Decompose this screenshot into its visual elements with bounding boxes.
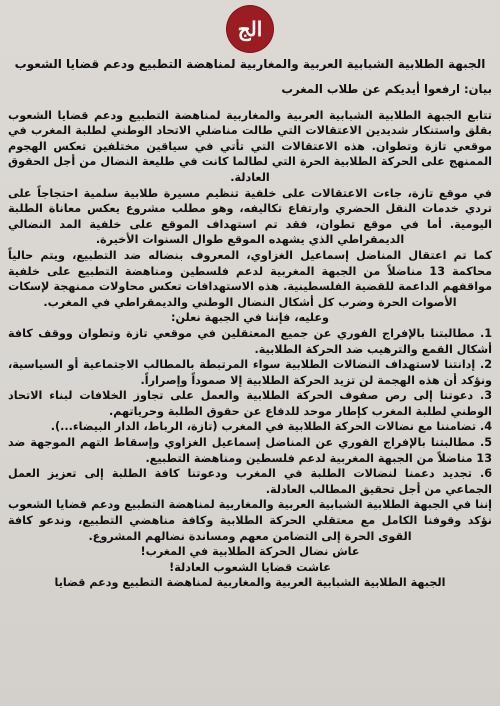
demand-item-3: 3. دعوتنا إلى رص صفوف الحركة الطلابية والعمل على تجاوز الخلافات لبناء الاتحاد الوطني لطلبة المغرب كإطار موحد للدفاع عن حقوق الطلبة وحرياتهم. bbox=[8, 389, 492, 418]
slogan-2: عاشت قضايا الشعوب العادلة! bbox=[169, 560, 331, 574]
demand-item-4: 4. تضامننا مع نضالات الحركة الطلابية في المغرب (تازة، الرباط، الدار البيضاء...). bbox=[50, 420, 492, 434]
demand-item-1: 1. مطالبتنا بالإفراج الفوري عن جميع المعتقلين في موقعي تازة وتطوان ووقف كافة أشكال القمع والترهيب ضد الحركة الطلابية. bbox=[8, 326, 492, 356]
taza-tetouan-paragraph: في موقع تازة، جاءت الاعتقالات على خلفية تنظيم مسيرة طلابية سلمية احتجاجاً على تردي خدمات النقل الحضري وارتفاع تكاليفه، وهو مطلب مشروع يعكس معاناة الطلبة اليومية. أما في موقع تطوان، فقد تم استهداف الموقع على خلفية المد النضالي الديمقراطي الذي يشهده الموقع طوال السنوات الأخيرة. bbox=[8, 186, 492, 247]
ghazaoui-paragraph: كما تم اعتقال المناضل إسماعيل الغزاوي، المعروف بنضاله ضد التطبيع، ويتم حالياً محاكمة 13 مناضلاً من الجبهة المغربية لدعم فلسطين ومناهضة التطبيع على خلفية مواقفهم الداعمة للقضية الفلسطينية. هذه الاستهدافات تعكس محاولات ممنهجة لإسكات الأصوات الحرة وضرب كل أشكال النضال الوطني والديمقراطي في المغرب. bbox=[8, 248, 492, 309]
organization-logo bbox=[227, 6, 273, 52]
slogan-1: عاش نضال الحركة الطلابية في المغرب! bbox=[140, 545, 360, 559]
statement-content bbox=[8, 56, 492, 706]
intro-paragraph: تتابع الجبهة الطلابية الشبابية العربية والمغاربية لمناهضة التطبيع ودعم قضايا الشعوب بقلق واستنكار شديدين الاعتقالات التي طالت مناضلي الاتحاد الوطني لطلبة المغرب في موقعي تازة وتطوان. هذه الاعتقالات التي تأتي في سياقين مختلفين تعكس الهجوم الممنهج على الحركة الطلابية الحرة التي لطالما كانت في طليعة النضال من أجل الحقوق العادلة. bbox=[8, 108, 492, 184]
logo-emblem bbox=[227, 6, 273, 52]
demand-item-6: 6. تجديد دعمنا لنضالات الطلبة في المغرب ودعوتنا كافة الطلبة إلى تعزيز العمل الجماعي من أجل تحقيق المطالب العادلة. bbox=[8, 467, 492, 496]
demand-item-2: 2. إدانتنا لاستهداف النضالات الطلابية سواء المرتبطة بالمطالب الاجتماعية أو السياسية، ونؤكد أن هذه الهجمة لن تزيد الحركة الطلابية إلا صموداً وإصراراً. bbox=[8, 358, 492, 387]
demands-list bbox=[8, 326, 492, 498]
statement-heading: بيان: ارفعوا أيديكم عن طلاب المغرب bbox=[281, 82, 492, 96]
conclusion-paragraph: إننا في الجبهة الطلابية الشبابية العربية والمغاربية لمناهضة التطبيع ودعم قضايا الشعوب نؤكد وقوفنا الكامل مع معتقلي الحركة الطلابية وكافة مناهضي التطبيع، وندعو كافة القوى الحرة إلى التضامن معهم ومساندة نضالهم المشروع. bbox=[8, 498, 492, 543]
declaration-lead: وعليه، فإننا في الجبهة نعلن: bbox=[171, 311, 329, 325]
demand-item-5: 5. مطالبتنا بالإفراج الفوري عن المناضل إسماعيل الغزاوي وإسقاط التهم الموجهة ضد 13 مناضلاً من الجبهة المغربية لدعم فلسطين ومناهضة التطبيع. bbox=[8, 436, 492, 465]
document-title: الجبهة الطلابية الشبابية العربية والمغاربية لمناهضة التطبيع ودعم قضايا الشعوب bbox=[14, 57, 486, 71]
logo-text: الج bbox=[237, 17, 263, 41]
signature: الجبهة الطلابية الشبابية العربية والمغاربية لمناهضة التطبيع ودعم قضايا bbox=[54, 576, 446, 590]
